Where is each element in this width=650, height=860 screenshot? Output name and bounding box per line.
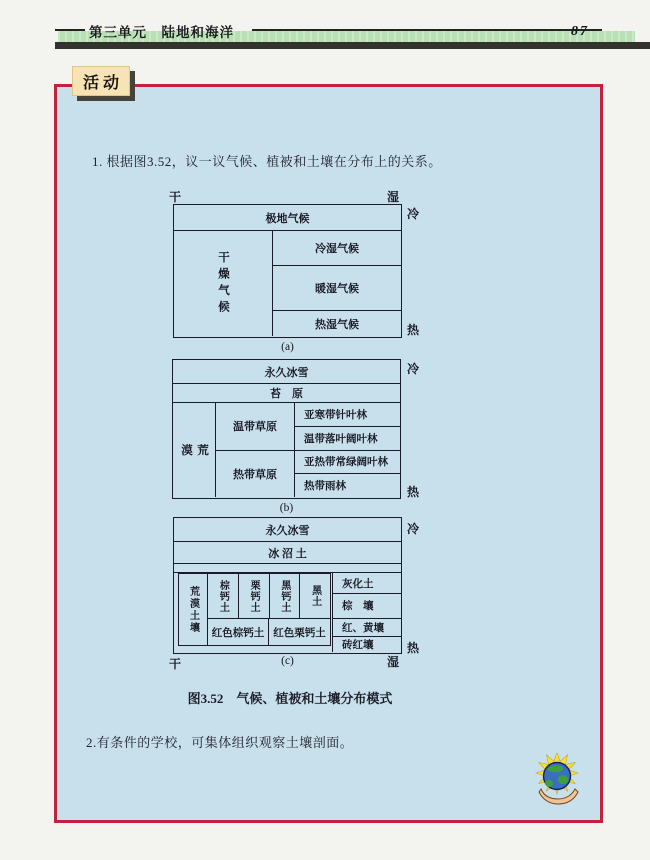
axis-label-wet-a: 湿 — [387, 190, 400, 204]
axis-label-cold-b: 冷 — [407, 362, 420, 376]
axis-label-hot-a: 热 — [407, 323, 420, 337]
activity-item-2: 2.有条件的学校，可集体组织观察土壤剖面。 — [86, 735, 354, 750]
header-rule-right — [252, 29, 602, 31]
cell-red-brown-calcium-soil: 红色棕钙土 — [208, 619, 269, 645]
activity-item-1: 1. 根据图3.52，议一议气候、植被和土壤在分布上的关系。 — [92, 154, 442, 169]
cell-desert-soil — [179, 574, 208, 645]
panel-c-soil-diagram — [173, 517, 402, 654]
panel-b-label: (b) — [279, 502, 294, 514]
earth-in-hand-icon — [529, 753, 589, 811]
cell-subtropical-evergreen-forest: 亚热带常绿阔叶林 — [295, 451, 400, 475]
desert-label: 荒漠 — [180, 444, 208, 480]
brown-calcium-label: 棕钙土 — [217, 579, 229, 613]
cell-polar-climate: 极地气候 — [174, 205, 401, 231]
header-rule-left — [55, 29, 85, 31]
axis-label-cold-c: 冷 — [407, 522, 420, 536]
cell-podzol: 灰化土 — [333, 573, 401, 594]
cell-red-yellow-earth: 红、黄壤 — [333, 619, 401, 637]
cell-laterite: 砖红壤 — [342, 639, 374, 651]
empty-strip — [174, 564, 401, 573]
cell-chestnut-calcium-soil — [239, 574, 270, 618]
cell-black-soil — [300, 574, 330, 618]
desert-soil-label: 荒漠土壤 — [187, 585, 199, 634]
page-number: 87 — [571, 24, 589, 39]
cell-brown-earth: 棕 壤 — [333, 594, 401, 618]
cell-black-calcium-soil — [270, 574, 301, 618]
soil-inner-box — [178, 573, 331, 646]
axis-label-dry-a: 干 — [169, 190, 182, 204]
chestnut-calcium-label: 栗钙土 — [248, 579, 260, 613]
soil-right-column — [332, 573, 401, 652]
panel-a-label: (a) — [281, 341, 294, 353]
black-soil-label: 黑土 — [309, 585, 321, 607]
axis-label-hot-c: 热 — [407, 641, 420, 655]
cell-warm-humid-climate: 暖湿气候 — [273, 266, 401, 311]
cell-tropical-rainforest: 热带雨林 — [304, 481, 346, 493]
axis-label-wet-c: 湿 — [387, 655, 400, 669]
cell-desert — [173, 403, 216, 497]
cell-permanent-ice-c: 永久冰雪 — [174, 518, 401, 542]
cell-temperate-deciduous-forest: 温带落叶阔叶林 — [295, 427, 400, 451]
cell-subarctic-coniferous-forest: 亚寒带针叶林 — [295, 403, 400, 427]
cell-dry-climate — [174, 231, 273, 336]
cell-bog-soil: 冰 沼 土 — [174, 542, 401, 564]
axis-label-dry-c: 干 — [169, 657, 182, 671]
cell-tundra: 苔 原 — [173, 384, 400, 403]
panel-c-label: (c) — [281, 655, 294, 667]
figure-caption: 图3.52 气候、植被和土壤分布模式 — [187, 691, 393, 706]
hand — [539, 789, 578, 804]
black-calcium-label: 黑钙土 — [278, 579, 290, 613]
panel-b-vegetation-diagram — [172, 359, 401, 499]
cell-brown-calcium-soil — [208, 574, 239, 618]
cell-red-chestnut-calcium-soil: 红色栗钙土 — [273, 627, 326, 639]
dry-climate-label: 干燥气候 — [217, 250, 229, 317]
axis-label-hot-b: 热 — [407, 485, 420, 499]
activity-tab: 活 动 — [72, 66, 130, 96]
cell-permanent-ice: 永久冰雪 — [173, 360, 400, 384]
unit-title: 第三单元 陆地和海洋 — [89, 25, 234, 40]
cell-cold-humid-climate: 冷湿气候 — [273, 231, 401, 266]
panel-a-climate-diagram — [173, 204, 402, 338]
cell-temperate-steppe: 温带草原 — [216, 403, 295, 451]
header-dark-band — [55, 42, 650, 49]
cell-tropical-steppe: 热带草原 — [216, 451, 295, 498]
cell-hot-humid-climate: 热湿气候 — [315, 318, 359, 331]
axis-label-cold-a: 冷 — [407, 207, 420, 221]
